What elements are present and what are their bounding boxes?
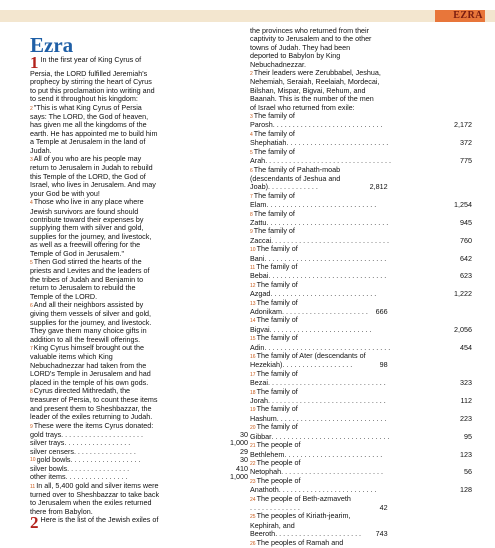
- verse-text: The people of Beth-azmaveth: [256, 493, 351, 503]
- verse-text: prophecy by stirring the heart of Cyrus: [30, 77, 152, 87]
- verse-text: contribute toward their expenses by: [30, 214, 144, 224]
- verse-text: a Temple at Jerusalem in the land of: [30, 137, 146, 147]
- verse-text: supplies for the journey, and livestock.: [30, 317, 152, 327]
- verse-text: Jewish survivors are found should: [30, 206, 139, 216]
- count-label: silver bowls: [30, 463, 68, 473]
- count-label: Anathoth: [250, 485, 279, 495]
- verse-text: The family of: [253, 146, 295, 156]
- count-value: 223: [460, 413, 472, 423]
- dot-leader: . . . . . . . . . . . . . . . . . .: [282, 360, 353, 370]
- count-label: Jorah: [250, 396, 268, 406]
- count-value: 29: [240, 446, 248, 456]
- verse-text: there from Babylon.: [30, 506, 93, 516]
- dot-leader: . . . . . . . . . . . . . . . . . .: [70, 455, 141, 465]
- count-label: Bethlehem: [250, 449, 285, 459]
- count-label: Shephatiah: [250, 138, 287, 148]
- verse-text: Persia, the LORD fulfilled Jeremiah's: [30, 69, 148, 78]
- verse-text: has given me all the kingdoms of the: [30, 120, 147, 130]
- verse-number: 6: [30, 302, 33, 309]
- dot-leader: . . . . . . . . . . . . . . . . . . . . . . . . . . . . . . . .: [265, 156, 391, 166]
- verse-number: 7: [250, 193, 253, 200]
- count-value: 128: [460, 485, 472, 495]
- verse-text: Nehemiah, Seraiah, Reelaiah, Mordecai,: [250, 77, 380, 87]
- verse-text: The family of: [256, 368, 298, 378]
- verse-number: 3: [250, 114, 253, 121]
- count-label: Adonikam: [250, 307, 282, 316]
- verse-text: Their leaders were Zerubbabel, Jeshua,: [253, 68, 381, 78]
- verse-number: 10: [30, 457, 36, 464]
- count-label: Azgad: [250, 289, 271, 299]
- verse-number: 25: [250, 514, 256, 521]
- verse-text: The peoples of Ramah and: [256, 537, 344, 547]
- count-label: other items: [30, 472, 66, 482]
- dot-leader: . . . . . . . . . . . . . . . . . . . . . . . . . . . . . . . .: [264, 342, 391, 352]
- count-value: 1,222: [454, 289, 472, 299]
- count-label: Netophah: [250, 467, 282, 477]
- verse-text: addition to all the freewill offerings.: [30, 334, 141, 344]
- chapter-start: [30, 513, 248, 533]
- verse-text: The family of: [256, 297, 298, 307]
- count-label: Bezai: [250, 378, 268, 388]
- verse-line: [250, 539, 472, 548]
- verse-text: valuable items which King: [30, 352, 113, 362]
- count-label: silver censers: [30, 446, 74, 456]
- count-label: Joab): [250, 182, 268, 192]
- verse-text: Temple of God in Jerusalem.": [30, 248, 125, 258]
- verse-text: And all their neighbors assisted by: [33, 299, 144, 309]
- verse-text: Nebuchadnezzar had taken from the: [30, 360, 147, 370]
- verse-text: Temple of the LORD.: [30, 291, 98, 301]
- dot-leader: . . . . . . . . . . . . . . . . .: [64, 438, 131, 448]
- verse-number: 18: [250, 389, 256, 396]
- verse-text: The family of: [256, 404, 298, 414]
- count-label: gold trays: [30, 430, 62, 440]
- verse-text: The family of: [253, 128, 295, 138]
- verse-number: 17: [250, 371, 256, 378]
- count-label: Beeroth: [250, 529, 276, 539]
- dot-leader: . . . . . . . . . . . . . . . . . . . . . . . . . . . . . .: [267, 378, 386, 388]
- verse-number: 12: [250, 282, 256, 289]
- verse-text: The family of: [253, 208, 295, 218]
- count-value: 98: [379, 360, 388, 370]
- verse-text: The family of: [253, 226, 295, 236]
- verse-text: The family of: [256, 244, 298, 254]
- verse-text: Kephirah, and: [250, 520, 295, 530]
- dot-leader: . . . . . . . . . . . . . . . . . . . . . . . . . . . . . . .: [264, 253, 387, 263]
- verse-text: the tribes of Judah and Benjamin to: [30, 274, 144, 284]
- verse-text: and present them to Sheshbazzar, the: [30, 403, 152, 413]
- verse-number: 19: [250, 407, 256, 414]
- count-value: 30: [240, 430, 248, 440]
- dot-leader: . . . . . . . . . . . . . . . . . . . . . . . . . . .: [270, 289, 377, 299]
- verse-text: Those who live in any place where: [33, 197, 144, 207]
- dot-leader: . . . . . . . . . . . . .: [267, 182, 318, 192]
- count-value: 2,172: [454, 120, 472, 130]
- verse-number: 11: [30, 483, 36, 490]
- count-label: gold bowls: [36, 455, 71, 465]
- verse-number: 15: [250, 336, 256, 343]
- verse-text: The people of: [256, 440, 301, 450]
- verse-number: 16: [250, 354, 256, 361]
- count-value: 2,812: [369, 182, 388, 192]
- verse-text: says: The LORD, the God of heaven,: [30, 112, 149, 122]
- verse-text: In the first year of King Cyrus of: [40, 55, 142, 64]
- dot-leader: . . . . . . . . . . . . . . . .: [67, 463, 130, 473]
- count-value: 454: [460, 342, 472, 352]
- verse-number: 2: [250, 71, 253, 78]
- verse-text: supplying them with silver and gold,: [30, 223, 144, 233]
- verse-text: The family of Ater (descendants of: [256, 351, 366, 361]
- dot-leader: . . . . . . . . . . . . . . . . . . . . . . . . . . . .: [276, 413, 387, 423]
- count-label: silver trays: [30, 438, 65, 448]
- dot-leader: . . . . . . . . . . . . . . . . . . . . . . . . . . . . . .: [267, 396, 386, 406]
- dot-leader: . . . . . . . . . . . . . . . . . . . . . . . . . .: [286, 138, 389, 148]
- count-value: 1,000: [230, 438, 248, 448]
- count-label: Bigvai: [250, 324, 270, 334]
- dot-leader: . . . . . . . . . . . . . . . . . . . . . . . . . .: [269, 324, 372, 334]
- count-label: Hashum: [250, 413, 277, 423]
- count-value: 1,000: [230, 472, 248, 482]
- dot-leader: . . . . . . . . . . . . . . . . . . . . . .: [281, 307, 368, 316]
- count-label: Adin: [250, 342, 265, 352]
- verse-text: to send it throughout his kingdom:: [30, 94, 138, 104]
- count-value: 2,056: [454, 324, 472, 334]
- count-value: 30: [240, 455, 248, 465]
- verse-text: this Temple of the LORD, the God of: [30, 171, 146, 181]
- verse-text: return to Jerusalem to rebuild the: [30, 283, 136, 293]
- count-label: Zaccai: [250, 235, 272, 245]
- verse-text: The people of: [256, 475, 301, 485]
- verse-number: 8: [250, 211, 253, 218]
- verse-text: of Israel who returned from exile:: [250, 102, 355, 112]
- count-value: 642: [460, 253, 472, 263]
- verse-text: Baanah. This is the number of the men: [250, 94, 374, 104]
- verse-text: treasurer of Persia, to count these items: [30, 395, 158, 405]
- verse-text: priests and Levites and the leaders of: [30, 266, 150, 276]
- verse-text: towns of Judah. They had been: [250, 42, 351, 52]
- dot-leader: . . . . . . . . . . . . .: [250, 502, 300, 512]
- verse-text: Then God stirred the hearts of the: [33, 256, 142, 266]
- verse-text: Judah.: [30, 145, 52, 155]
- verse-text: The family of Pahath-moab: [253, 164, 341, 174]
- count-value: 95: [464, 431, 472, 441]
- dot-leader: . . . . . . . . . . . . . . . . . . . . . . . . . . . . . . .: [266, 217, 389, 227]
- count-value: 56: [464, 467, 472, 477]
- verse-number: 4: [250, 131, 253, 138]
- count-value: 323: [460, 378, 472, 388]
- verse-text: (descendants of Jeshua and: [250, 173, 341, 183]
- count-label: Bebai: [250, 271, 269, 281]
- verse-text: The family of: [256, 422, 298, 432]
- verse-text: placed in the temple of his own gods.: [30, 377, 149, 387]
- verse-text: deported to Babylon by King: [250, 51, 341, 61]
- verse-number: 14: [250, 318, 256, 325]
- count-value: 666: [375, 307, 388, 316]
- verse-text: These were the items Cyrus donated:: [33, 420, 154, 430]
- dot-leader: . . . . . . . . . . . . . . . . . . . . . . . . . . . . . .: [271, 431, 390, 441]
- count-value: 112: [460, 396, 472, 406]
- verse-number: 26: [250, 540, 256, 547]
- count-value: 1,254: [454, 200, 472, 210]
- verse-text: They gave them many choice gifts in: [30, 326, 147, 336]
- verse-text: The family of: [256, 386, 298, 396]
- count-label: Gibbar: [250, 431, 272, 441]
- count-label: Zattu: [250, 217, 267, 227]
- running-head: EZRA: [453, 10, 483, 21]
- dot-leader: . . . . . . . . . . . . . . . . . . . . . . . . .: [278, 485, 377, 495]
- count-label: Arah: [250, 156, 266, 166]
- count-value: 623: [460, 271, 472, 281]
- verse-text: your God be with you!: [30, 188, 100, 198]
- verse-number: 8: [30, 389, 33, 396]
- verse-text: In all, 5,400 gold and silver items were: [36, 480, 159, 490]
- count-label: Elam: [250, 200, 267, 210]
- dot-leader: . . . . . . . . . . . . . . . . . . . . . . . . . . . . . .: [271, 235, 389, 245]
- verse-number: 23: [250, 478, 256, 485]
- dot-leader: . . . . . . . . . . . . . . . . . . . . . . . . . . . .: [272, 120, 383, 130]
- verse-number: 20: [250, 425, 256, 432]
- count-value: 775: [460, 156, 472, 166]
- count-value: 410: [236, 463, 248, 473]
- left-column: [30, 53, 248, 533]
- verse-number: 24: [250, 496, 256, 503]
- verse-number: 6: [250, 167, 253, 174]
- verse-number: 11: [250, 264, 256, 271]
- count-value: 760: [460, 235, 472, 245]
- verse-text: The family of: [256, 261, 298, 271]
- verse-number: 2: [30, 105, 33, 112]
- header-band: [0, 10, 495, 22]
- verse-number: 9: [30, 423, 33, 430]
- verse-text: The peoples of Kiriath-jearim,: [256, 511, 351, 521]
- verse-text: earth. He has appointed me to build him: [30, 128, 158, 138]
- verse-text: leader of the exiles returning to Judah.: [30, 412, 153, 422]
- verse-number: 4: [30, 200, 33, 207]
- verse-text: King Cyrus himself brought out the: [33, 343, 145, 352]
- verse-text: The family of: [256, 333, 298, 343]
- count-label: Bani: [250, 253, 265, 263]
- count-value: 42: [379, 502, 388, 512]
- dot-leader: . . . . . . . . . . . . . . . . . . . . . . . . .: [284, 449, 383, 459]
- text-line: [30, 138, 248, 146]
- dot-leader: . . . . . . . . . . . . . . . .: [73, 446, 136, 456]
- verse-text: Bilshan, Mispar, Bigvai, Rehum, and: [250, 85, 366, 95]
- verse-text: captivity to Jerusalem and to the other: [250, 34, 372, 44]
- verse-text: Here is the list of the Jewish exiles of: [40, 515, 159, 525]
- verse-text: All of you who are his people may: [33, 154, 142, 164]
- dot-leader: . . . . . . . . . . . . . . . .: [65, 472, 128, 482]
- verse-number: 13: [250, 300, 256, 307]
- verse-text: to put this proclamation into writing and: [30, 85, 155, 95]
- chapter-start: [30, 53, 248, 72]
- verse-text: "This is what King Cyrus of Persia: [33, 102, 142, 112]
- verse-number: 5: [30, 259, 33, 266]
- count-value: 372: [460, 138, 472, 148]
- verse-text: return to Jerusalem in Judah to rebuild: [30, 163, 153, 173]
- verse-number: 7: [30, 346, 33, 352]
- verse-text: turned over to Sheshbazzar to take back: [30, 489, 160, 499]
- verse-number: 3: [30, 157, 33, 164]
- count-label: Parosh: [250, 120, 273, 130]
- verse-text: LORD's Temple in Jerusalem and had: [30, 369, 151, 379]
- dot-leader: . . . . . . . . . . . . . . . . . . . . . . . . . . . .: [266, 200, 377, 210]
- verse-text: supplies for the journey, and livestock,: [30, 231, 152, 241]
- book-title: Ezra: [30, 33, 74, 57]
- verse-text: The family of: [253, 111, 295, 121]
- dot-leader: . . . . . . . . . . . . . . . . . . . . . . . . . . . . . .: [268, 271, 387, 281]
- verse-number: 10: [250, 247, 256, 254]
- verse-text: Nebuchadnezzar.: [250, 59, 306, 69]
- right-column: [250, 27, 472, 548]
- verse-number: 22: [250, 460, 256, 467]
- count-value: 743: [375, 529, 388, 539]
- chapter-number: 2: [30, 513, 39, 533]
- verse-text: to Jerusalem when the exiles returned: [30, 498, 152, 508]
- verse-text: The people of: [256, 457, 301, 467]
- verse-text: The family of: [256, 315, 298, 325]
- verse-text: the provinces who returned from their: [250, 26, 370, 35]
- verse-text: giving them vessels of silver and gold,: [30, 309, 152, 319]
- verse-number: 5: [250, 149, 253, 156]
- count-value: 123: [460, 449, 472, 459]
- verse-text: Cyrus directed Mithredath, the: [33, 386, 131, 396]
- verse-text: Israel, who lives in Jerusalem. And may: [30, 180, 156, 190]
- dot-leader: . . . . . . . . . . . . . . . . . . . . . .: [275, 529, 362, 539]
- chapter-number: 1: [30, 53, 39, 72]
- verse-text: as well as a freewill offering for the: [30, 240, 141, 250]
- verse-number: 21: [250, 443, 256, 450]
- dot-leader: . . . . . . . . . . . . . . . . . . . . . . . . . .: [281, 467, 384, 477]
- verse-text: The family of: [256, 279, 298, 289]
- count-value: 945: [460, 217, 472, 227]
- verse-text: The family of: [253, 190, 295, 200]
- verse-number: 9: [250, 229, 253, 236]
- count-label: Hezekiah): [250, 360, 283, 370]
- dot-leader: . . . . . . . . . . . . . . . . . . . . .: [61, 430, 144, 440]
